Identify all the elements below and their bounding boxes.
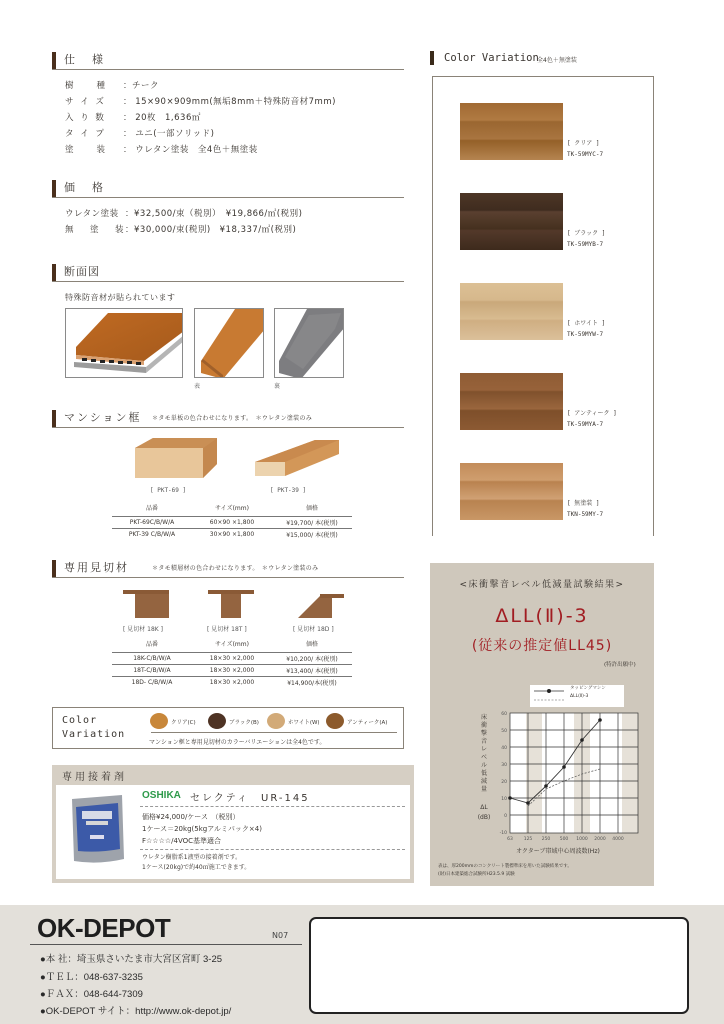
col-part: 品番 — [145, 505, 158, 513]
heading-bar — [52, 52, 56, 69]
legend-tapping: タッピングマシン — [570, 686, 606, 691]
swatch-antique-photo — [460, 373, 563, 430]
svg-text:床: 床 — [480, 714, 488, 721]
swatch-antique-label: アンティーク(A) — [347, 720, 388, 726]
heading-bar — [52, 180, 56, 197]
svg-text:1000: 1000 — [576, 837, 588, 842]
cell: 30×90 ×1,800 — [192, 528, 272, 540]
label-line: Color — [62, 715, 98, 726]
back-face-photo — [274, 308, 344, 378]
price-row-unfinished: 無 塗 装：¥30,000/束(税別) ¥18,337/㎡(税別) — [65, 225, 297, 235]
mikiri-title: 専用見切材 — [64, 561, 129, 574]
item-name: [ 無塗装 ] — [567, 500, 600, 507]
svg-text:撃: 撃 — [480, 730, 488, 737]
test-title: <床衝撃音レベル低減量試験結果> — [459, 580, 625, 590]
svg-text:ΔL: ΔL — [480, 804, 488, 811]
dealer-stamp-box — [309, 917, 689, 1014]
cell: 18D- C/B/W/A — [112, 676, 192, 688]
heading-bar — [430, 51, 434, 65]
swatch-white-label: ホワイト(W) — [288, 720, 320, 726]
test-footnote-2: (財)日本建築総合試験所H23.5.9 試験 — [438, 872, 515, 877]
cell: 18T-C/B/W/A — [112, 664, 192, 676]
adhesive-case: 1ケース＝20kg(5kgアルミパック×4) — [142, 825, 262, 833]
legend-dll: ΔLL(Ⅱ)-3 — [570, 694, 589, 699]
table-row — [112, 516, 352, 528]
item-code: TK-59MYC-7 — [567, 151, 604, 158]
test-footnote-1: 表は、厚200mmのコンクリート製標準床を用いた試験結果です。 — [438, 864, 572, 869]
spec-row-species: 樹 種 ：チーク — [65, 81, 160, 91]
svg-text:40: 40 — [501, 746, 507, 751]
color-variation-box — [52, 707, 404, 749]
front-caption: 表 — [194, 383, 201, 390]
white-label — [567, 318, 605, 340]
price-heading — [52, 180, 404, 198]
svg-text:量: 量 — [480, 786, 488, 793]
svg-text:レ: レ — [480, 746, 488, 753]
cell: ¥13,400/ 本(税別) — [272, 664, 352, 676]
col-price: 価格 — [305, 641, 318, 649]
svg-text:60: 60 — [501, 712, 507, 717]
adhesive-title: 専用接着剤 — [62, 772, 127, 783]
chart-xlabel: オクターブ帯域中心周波数(Hz) — [516, 848, 600, 855]
cell: 60×90 ×1,800 — [192, 516, 272, 528]
desc-line: 1ケース(20kg)で約40㎡施工できます。 — [142, 864, 251, 871]
svg-text:50: 50 — [501, 729, 507, 734]
front-face-photo — [194, 308, 264, 378]
test-results-panel — [430, 563, 654, 886]
swatch-white — [267, 713, 285, 729]
swatch-clear — [150, 713, 168, 729]
cell: 18×30 ×2,000 — [192, 652, 272, 664]
mikiri-18k-caption: [ 見切材 18K ] — [123, 626, 163, 633]
table-row — [112, 652, 352, 664]
table-row — [112, 664, 352, 676]
mikiri-18d-image — [298, 590, 346, 624]
color-variation-title: Color Variation — [444, 52, 539, 64]
svg-text:(dB): (dB) — [477, 814, 491, 821]
oshika-logo: OSHIKA — [142, 790, 181, 801]
svg-text:10: 10 — [501, 797, 507, 802]
back-caption: 裏 — [274, 383, 281, 390]
footer-fax: ●ＦＡＸ：048-644-7309 — [40, 989, 143, 1000]
desc-line: ウレタン樹脂系1液型の接着剤です。 — [142, 854, 242, 861]
swatch-antique — [326, 713, 344, 729]
cell: 18K-C/B/W/A — [112, 652, 192, 664]
section-heading — [52, 264, 404, 282]
adhesive-specs — [142, 811, 262, 847]
label-line: Variation — [62, 729, 126, 740]
heading-bar — [52, 410, 56, 427]
cell: ¥10,200/ 本(税別) — [272, 652, 352, 664]
color-variation-subtitle: 全4色＋無塗装 — [537, 57, 577, 64]
swatch-clear-label: クリア(C) — [171, 720, 196, 726]
footer-address: ●本 社：埼玉県さいたま市大宮区宮町 3-25 — [40, 954, 223, 965]
item-name: [ ブラック ] — [567, 230, 606, 237]
adhesive-price: 価格¥24,000/ケース （税別） — [142, 813, 240, 821]
divider — [140, 806, 405, 807]
swatch-unfinished-photo — [460, 463, 563, 520]
cell: ¥15,000/ 本(税別) — [272, 528, 352, 540]
table-row — [112, 676, 352, 688]
svg-text:63: 63 — [507, 837, 513, 842]
mikiri-18t-image — [208, 590, 256, 624]
svg-text:減: 減 — [480, 778, 488, 785]
svg-text:音: 音 — [480, 738, 488, 745]
col-part: 品番 — [145, 641, 158, 649]
footer-tel: ●ＴＥＬ：048-637-3235 — [40, 972, 143, 983]
divider — [140, 849, 405, 850]
cell: PKT-69C/B/W/A — [112, 516, 192, 528]
mikiri-table — [112, 636, 352, 688]
adhesive-package-image — [66, 793, 128, 869]
pkt39-image — [255, 440, 340, 484]
swatch-clear-photo — [460, 103, 563, 160]
heading-bar — [52, 264, 56, 281]
color-variation-note: マンション框と専用見切材のカラーバリエーションは全4色です。 — [149, 739, 326, 746]
item-name: [ クリア ] — [567, 140, 600, 147]
col-price: 価格 — [305, 505, 318, 513]
svg-text:4000: 4000 — [612, 837, 624, 842]
col-size: サイズ(mm) — [215, 505, 249, 513]
pkt39-caption: [ PKT-39 ] — [270, 487, 307, 494]
adhesive-product-name: セレクティ UR-145 — [190, 793, 310, 804]
table-header — [112, 636, 352, 652]
cell: 18×30 ×2,000 — [192, 676, 272, 688]
svg-text:ル: ル — [480, 762, 488, 769]
svg-text:250: 250 — [541, 837, 551, 842]
swatch-black-photo — [460, 193, 563, 250]
footer-divider — [30, 944, 302, 945]
adhesive-desc — [142, 853, 250, 873]
table-header — [112, 500, 352, 516]
section-desc: 特殊防音材が貼られています — [65, 293, 176, 302]
clear-label — [567, 138, 603, 160]
spec-row-quantity: 入 り 数 ： 20枚 1,636㎡ — [65, 113, 201, 123]
mansion-note: ＊タモ単板の色合わせになります。 ＊ウレタン塗装のみ — [152, 415, 313, 422]
antique-label — [567, 408, 617, 430]
mikiri-18d-caption: [ 見切材 18D ] — [293, 626, 334, 633]
item-name: [ ホワイト ] — [567, 320, 606, 327]
spec-row-type: タ イ プ ： ユニ(一部ソリッド) — [65, 129, 215, 139]
mikiri-18t-caption: [ 見切材 18T ] — [207, 626, 247, 633]
test-result-sub: (従来の推定値LL45) — [471, 638, 613, 654]
mansion-table — [112, 500, 352, 540]
item-name: [ アンティーク ] — [567, 410, 617, 417]
swatch-white-photo — [460, 283, 563, 340]
adhesive-panel — [52, 765, 414, 883]
cell: 18×30 ×2,000 — [192, 664, 272, 676]
test-chart — [430, 681, 654, 865]
black-label — [567, 228, 605, 250]
ok-depot-logo: OK-DEPOT — [37, 913, 171, 943]
cross-section-photo — [65, 308, 183, 378]
svg-text:衝: 衝 — [480, 722, 488, 729]
unfinished-label — [567, 498, 603, 520]
mansion-title: マンション框 — [64, 411, 142, 424]
svg-text:125: 125 — [523, 837, 533, 842]
spec-row-finish: 塗 装 ： ウレタン塗装 全4色＋無塗装 — [65, 145, 258, 155]
adhesive-content — [56, 785, 410, 879]
svg-text:ベ: ベ — [480, 754, 488, 761]
cell: PKT-39 C/B/W/A — [112, 528, 192, 540]
heading-bar — [52, 560, 56, 577]
item-code: TKN-59MY-7 — [567, 511, 604, 518]
price-title: 価 格 — [64, 181, 106, 194]
swatch-black-label: ブラック(B) — [229, 720, 259, 726]
svg-text:20: 20 — [501, 780, 507, 785]
color-variation-label — [62, 714, 125, 742]
cell: ¥19,700/ 本(税別) — [272, 516, 352, 528]
svg-text:-10: -10 — [499, 831, 507, 836]
pkt69-caption: [ PKT-69 ] — [150, 487, 187, 494]
swatch-black — [208, 713, 226, 729]
page-code: N07 — [272, 931, 289, 940]
mikiri-note: ＊タモ積層材の色合わせになります。 ＊ウレタン塗装のみ — [152, 565, 319, 572]
svg-text:0: 0 — [504, 814, 507, 819]
mikiri-heading — [52, 560, 404, 578]
spec-heading — [52, 52, 404, 70]
price-row-urethane: ウレタン塗装 ：¥32,500/束（税別） ¥19,866/㎡(税別) — [65, 209, 303, 219]
spec-title: 仕 様 — [64, 53, 106, 66]
item-code: TK-59MYB-7 — [567, 241, 604, 248]
svg-text:低: 低 — [480, 770, 488, 777]
item-code: TK-59MYA-7 — [567, 421, 604, 428]
item-code: TK-59MYW-7 — [567, 331, 604, 338]
pkt69-image — [133, 438, 219, 487]
divider — [151, 732, 397, 733]
svg-text:500: 500 — [559, 837, 569, 842]
adhesive-rating: F☆☆☆☆/4VOC基準適合 — [142, 837, 222, 845]
footer-website[interactable]: ●OK-DEPOT サイト：http://www.ok-depot.jp/ — [40, 1006, 232, 1017]
svg-text:30: 30 — [501, 763, 507, 768]
mansion-heading — [52, 410, 404, 428]
spec-row-size: サ イ ズ ： 15×90×909mm(無垢8mm＋特殊防音材7mm) — [65, 97, 336, 107]
col-size: サイズ(mm) — [215, 641, 249, 649]
mikiri-18k-image — [123, 590, 171, 624]
test-result-big: ΔLL(Ⅱ)-3 — [495, 605, 589, 627]
section-title: 断面図 — [64, 265, 100, 278]
table-row — [112, 528, 352, 540]
cell: ¥14,900/本(税別) — [272, 676, 352, 688]
svg-text:2000: 2000 — [594, 837, 606, 842]
patent-note: (特許出願中) — [604, 662, 636, 668]
